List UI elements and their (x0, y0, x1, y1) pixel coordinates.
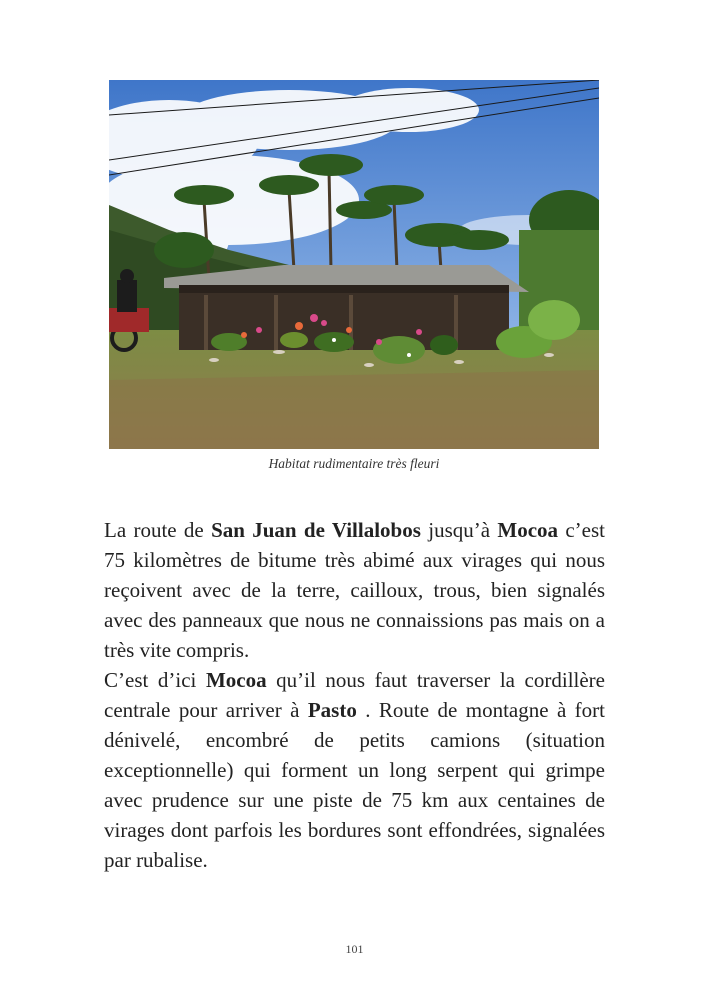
text-run: . Route de montagne à fort dénivelé, encombré de petits camions (situation exceptionnelle) qui forment un long serpent qui grimpe avec prudence sur une piste de 75 km aux centaines de virages dont parfois les bordures sont effondrées, signalées par rubalise. (104, 698, 606, 872)
text-run: qu’il nous faut traverser la cordillère centrale pour arriver à (104, 668, 605, 722)
text-run: C’est d’ici (104, 668, 206, 692)
text-run: La route de (104, 518, 212, 542)
figure-caption: Habitat rudimentaire très fleuri (268, 456, 440, 471)
paragraph-1 (104, 515, 605, 665)
place-name-mocoa: Mocoa (205, 668, 267, 692)
body-text (104, 515, 605, 875)
house-photo (109, 80, 599, 449)
paragraph-2 (104, 665, 605, 875)
page-number: 101 (345, 942, 364, 956)
place-name-mocoa: Mocoa (497, 518, 559, 542)
text-run: jusqu’à (420, 518, 498, 542)
text-run: c’est 75 kilomètres de bitume très abimé aux virages qui nous reçoivent avec de la terre, cailloux, trous, bien signalés avec des panneaux que nous ne connaissions pas mais on a très vite compris. (104, 518, 605, 662)
place-name-san-juan-de-villalobos: San Juan de Villalobos (211, 518, 421, 542)
house-photo-illustration (109, 80, 599, 449)
place-name-pasto: Pasto (307, 698, 357, 722)
